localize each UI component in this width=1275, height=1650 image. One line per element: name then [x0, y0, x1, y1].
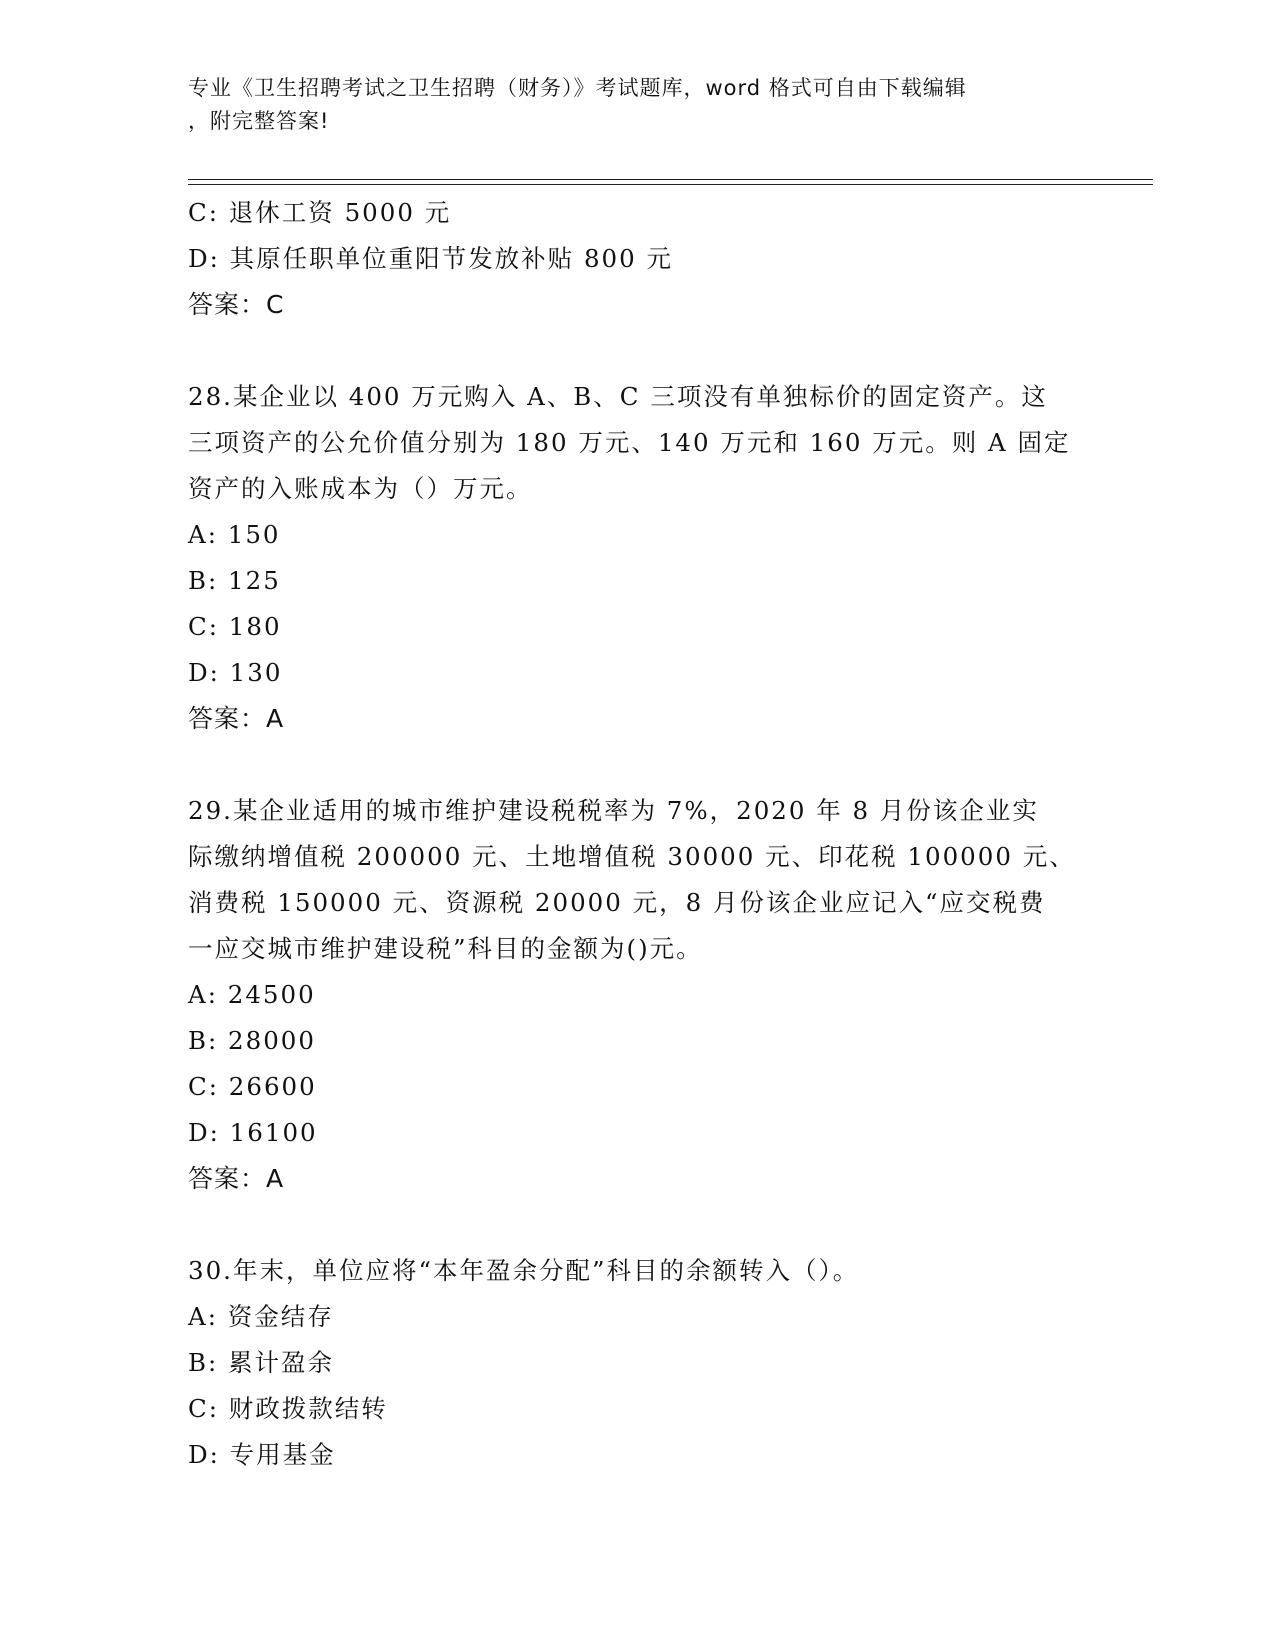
- answer-label: 答案：A: [188, 704, 285, 733]
- option-d: D: 其原任职单位重阳节发放补贴 800 元: [188, 244, 674, 273]
- answer-label: 答案：C: [188, 290, 285, 319]
- question-text-line: 一应交城市维护建设税”科目的金额为()元。: [188, 934, 703, 963]
- question-text-line: 消费税 150000 元、资源税 20000 元，8 月份该企业应记入“应交税费: [188, 888, 1046, 917]
- spacer: [188, 328, 1108, 374]
- option-a: A: 资金结存: [188, 1302, 334, 1331]
- header-divider-top: [188, 179, 1153, 180]
- option-b: B: 28000: [188, 1026, 316, 1055]
- spacer: [188, 742, 1108, 788]
- question-text-line: 29.某企业适用的城市维护建设税税率为 7%，2020 年 8 月份该企业实: [188, 796, 1039, 825]
- option-c: C: 26600: [188, 1072, 317, 1101]
- header-line-2: ，附完整答案!: [188, 109, 330, 133]
- question-text-line: 30.年末，单位应将“本年盈余分配”科目的余额转入（）。: [188, 1256, 860, 1285]
- option-b: B: 125: [188, 566, 281, 595]
- option-d: D: 130: [188, 658, 283, 687]
- option-c: C: 180: [188, 612, 282, 641]
- option-c: C: 退休工资 5000 元: [188, 198, 452, 227]
- question-text-line: 际缴纳增值税 200000 元、土地增值税 30000 元、印花税 100000 元、: [188, 842, 1076, 871]
- document-body: [188, 190, 1108, 1478]
- option-a: A: 24500: [188, 980, 316, 1009]
- option-d: D: 专用基金: [188, 1440, 336, 1469]
- document-header: [188, 72, 1088, 138]
- header-divider-bottom: [188, 184, 1153, 185]
- answer-label: 答案：A: [188, 1164, 285, 1193]
- question-29: [188, 788, 1108, 1202]
- option-b: B: 累计盈余: [188, 1348, 335, 1377]
- question-27-tail: [188, 190, 1108, 328]
- spacer: [188, 1202, 1108, 1248]
- question-text-line: 28.某企业以 400 万元购入 A、B、C 三项没有单独标价的固定资产。这: [188, 382, 1048, 411]
- question-text-line: 三项资产的公允价值分别为 180 万元、140 万元和 160 万元。则 A 固定: [188, 428, 1071, 457]
- option-a: A: 150: [188, 520, 281, 549]
- option-d: D: 16100: [188, 1118, 318, 1147]
- question-28: [188, 374, 1108, 742]
- header-line-1: 专业《卫生招聘考试之卫生招聘（财务）》考试题库，word 格式可自由下载编辑: [188, 76, 967, 100]
- question-text-line: 资产的入账成本为（）万元。: [188, 474, 533, 503]
- option-c: C: 财政拨款结转: [188, 1394, 388, 1423]
- question-30: [188, 1248, 1108, 1478]
